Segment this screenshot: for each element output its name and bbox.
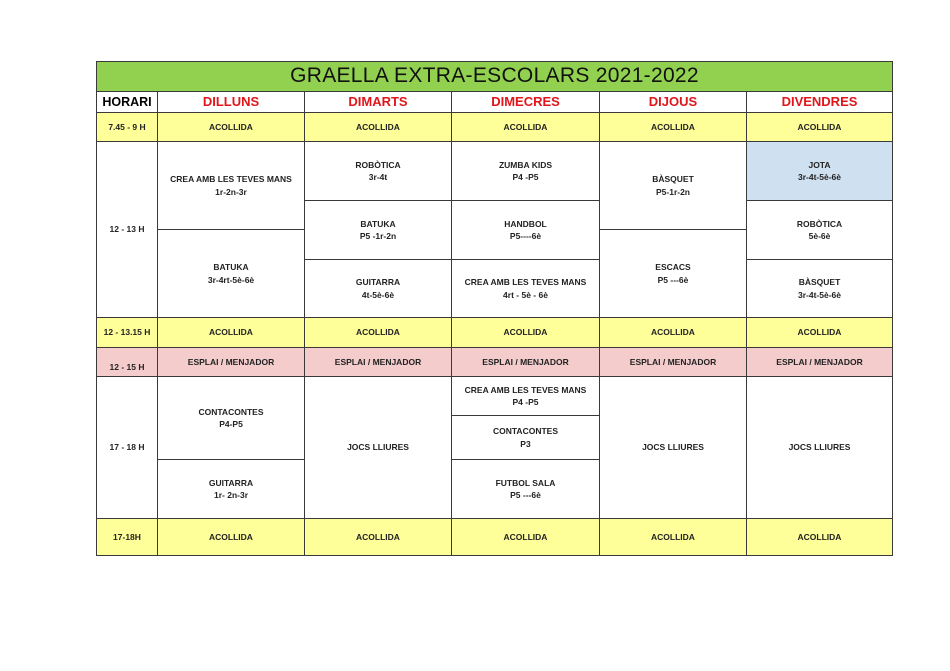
- acollida-cell: ACOLLIDA: [451, 317, 600, 348]
- acollida-cell: ACOLLIDA: [157, 317, 305, 348]
- activity-cell: [451, 259, 600, 318]
- header-day-dimecres: DIMECRES: [451, 91, 600, 113]
- acollida-cell: ACOLLIDA: [304, 518, 452, 556]
- esplai-cell: ESPLAI / MENJADOR: [451, 347, 600, 377]
- activity-groups: P4-P5: [219, 419, 243, 429]
- activity-groups: P5 ---6è: [510, 490, 541, 500]
- activity-cell: [304, 200, 452, 260]
- activity-name: ZUMBA KIDS: [498, 159, 553, 170]
- activity-name: GUITARRA: [355, 277, 401, 288]
- esplai-cell: ESPLAI / MENJADOR: [304, 347, 452, 377]
- activity-name: BÀSQUET: [798, 277, 841, 288]
- activity-name: ROBÒTICA: [355, 159, 401, 170]
- activity-groups: 4t-5è-6è: [361, 289, 395, 300]
- acollida-cell: ACOLLIDA: [746, 112, 893, 142]
- activity-groups: 1r-2n-3r: [215, 186, 247, 197]
- activity-cell: [451, 200, 600, 260]
- acollida-cell: ACOLLIDA: [746, 518, 893, 556]
- activity-groups: 5è-6è: [808, 231, 831, 241]
- activity-name: HANDBOL: [504, 218, 547, 229]
- time-slot-evening-care: 17-18H: [96, 518, 158, 556]
- time-slot-afternoon: 17 - 18 H: [96, 376, 158, 519]
- activity-groups: P5-1r-2n: [655, 186, 690, 197]
- activity-groups: 3r-4rt-5è-6è: [207, 274, 255, 285]
- activity-name: CONTACONTES: [492, 426, 558, 437]
- time-slot-morning: 7.45 - 9 H: [96, 112, 158, 142]
- acollida-cell: ACOLLIDA: [157, 112, 305, 142]
- activity-name: BATUKA: [360, 218, 396, 229]
- activity-cell: [157, 141, 305, 230]
- acollida-cell: ACOLLIDA: [451, 518, 600, 556]
- activity-groups: 4rt - 5è - 6è: [503, 289, 548, 300]
- time-slot-midday: 12 - 13 H: [96, 141, 158, 318]
- activity-cell: [746, 259, 893, 318]
- esplai-cell: ESPLAI / MENJADOR: [157, 347, 305, 377]
- header-day-dijous: DIJOUS: [599, 91, 747, 113]
- activity-cell: [157, 459, 305, 519]
- activity-cell: [451, 376, 600, 416]
- header-day-dimarts: DIMARTS: [304, 91, 452, 113]
- activity-groups: P3: [520, 438, 531, 449]
- activity-name: GUITARRA: [208, 477, 254, 488]
- acollida-cell: ACOLLIDA: [746, 317, 893, 348]
- activity-name: ROBÒTICA: [796, 218, 843, 229]
- acollida-cell: ACOLLIDA: [451, 112, 600, 142]
- activity-cell: [157, 229, 305, 318]
- header-day-dilluns: DILLUNS: [157, 91, 305, 113]
- activity-cell: [746, 200, 893, 260]
- activity-groups: P5 ---6è: [657, 274, 689, 285]
- activity-name: CREA AMB LES TEVES MANS: [464, 277, 587, 288]
- activity-cell: [599, 229, 747, 318]
- activity-name: CONTACONTES: [198, 406, 264, 417]
- activity-groups: 1r- 2n-3r: [213, 490, 248, 500]
- header-day-divendres: DIVENDRES: [746, 91, 893, 113]
- activity-cell: [599, 141, 747, 230]
- activity-cell: [451, 415, 600, 460]
- acollida-cell: ACOLLIDA: [304, 112, 452, 142]
- acollida-cell: ACOLLIDA: [599, 112, 747, 142]
- activity-name: FUTBOL SALA: [495, 477, 556, 488]
- time-slot-lunch-care: 12 - 13.15 H: [96, 317, 158, 348]
- acollida-cell: ACOLLIDA: [304, 317, 452, 348]
- acollida-cell: ACOLLIDA: [599, 317, 747, 348]
- activity-name: BÀSQUET: [652, 174, 694, 185]
- activity-groups: P5 -1r-2n: [359, 231, 397, 241]
- activity-cell: [304, 259, 452, 318]
- free-play-cell: JOCS LLIURES: [599, 376, 747, 519]
- activity-name: CREA AMB LES TEVES MANS: [464, 384, 587, 395]
- esplai-cell: ESPLAI / MENJADOR: [746, 347, 893, 377]
- acollida-cell: ACOLLIDA: [599, 518, 747, 556]
- schedule-table: [96, 61, 893, 556]
- activity-name: BATUKA: [213, 262, 249, 273]
- activity-groups: 3r-4t-5è-6è: [798, 172, 841, 182]
- esplai-cell: ESPLAI / MENJADOR: [599, 347, 747, 377]
- time-slot-lunch: 12 - 15 H: [96, 347, 158, 377]
- activity-groups: P4 -P5: [512, 172, 539, 182]
- header-horari: HORARI: [96, 91, 158, 113]
- acollida-cell: ACOLLIDA: [157, 518, 305, 556]
- activity-cell-highlighted: [746, 141, 893, 201]
- activity-groups: P4 -P5: [512, 397, 539, 407]
- activity-groups: 3r-4t: [368, 172, 388, 182]
- activity-name: JOTA: [808, 159, 831, 170]
- activity-cell: [157, 376, 305, 460]
- activity-groups: P5----6è: [509, 231, 542, 241]
- activity-cell: [451, 459, 600, 519]
- activity-groups: 3r-4t-5è-6è: [798, 289, 841, 300]
- activity-cell: [451, 141, 600, 201]
- free-play-cell: JOCS LLIURES: [746, 376, 893, 519]
- table-title: GRAELLA EXTRA-ESCOLARS 2021-2022: [96, 61, 893, 92]
- activity-name: CREA AMB LES TEVES MANS: [170, 174, 292, 185]
- activity-name: ESCACS: [655, 262, 691, 273]
- free-play-cell: JOCS LLIURES: [304, 376, 452, 519]
- activity-cell: [304, 141, 452, 201]
